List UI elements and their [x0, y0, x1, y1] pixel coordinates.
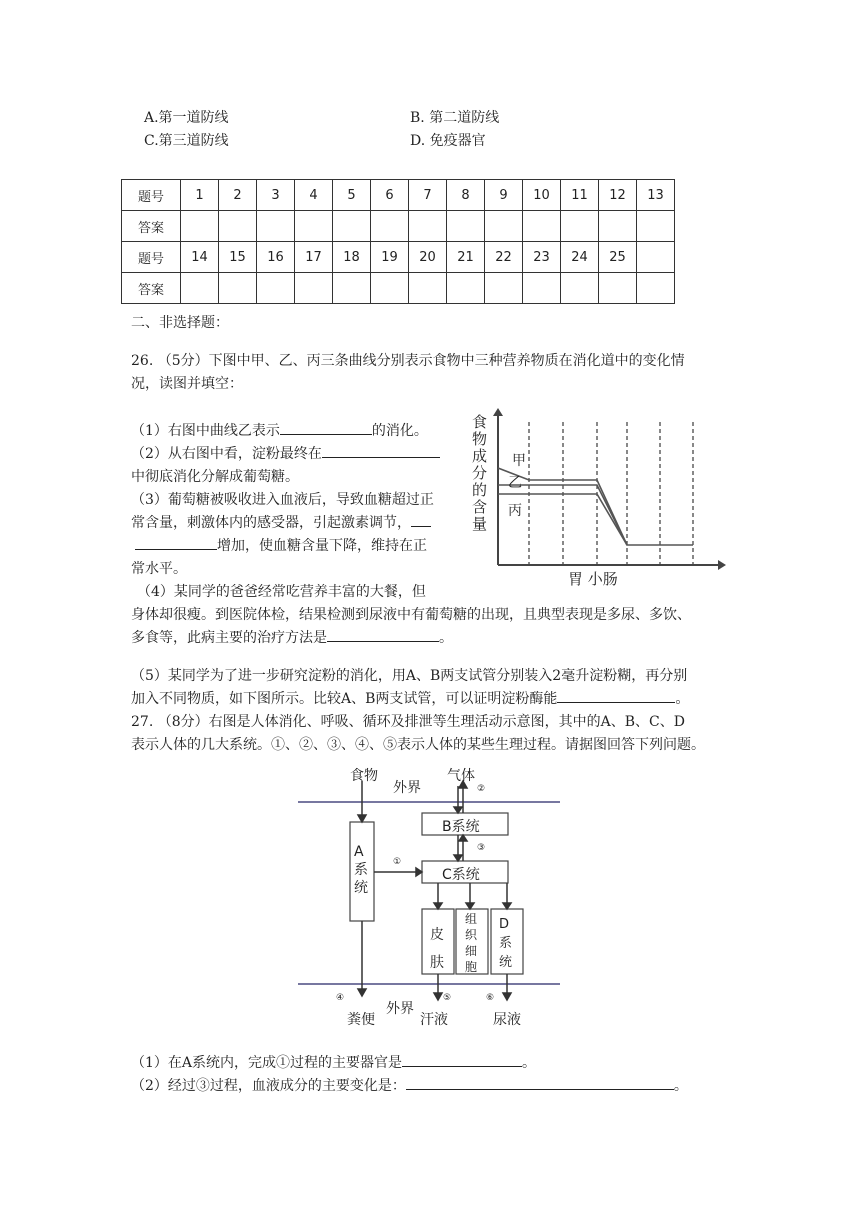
text: 常含量，刺激体内的感受器，引起激素调节， [131, 515, 411, 531]
text: （2）经过③过程，血液成分的主要变化是： [131, 1078, 406, 1094]
text: 多食等，此病主要的治疗方法是 [131, 630, 327, 646]
process-3-label: ③ [477, 843, 486, 853]
process-4-label: ④ [336, 993, 345, 1003]
text: 增加，使血糖含量下降，维持在正 [217, 538, 427, 554]
q27-intro-line2: 表示人体的几大系统。①、②、③、④、⑤表示人体的某些生理过程。请据图回答下列问题。 [131, 737, 705, 753]
table-cell: 8 [447, 180, 485, 211]
table-cell: 6 [371, 180, 409, 211]
c-system-label: C系统 [442, 867, 480, 883]
table-cell: 5 [333, 180, 371, 211]
legend-yi: 乙 [508, 475, 522, 491]
b-system-label: B系统 [442, 819, 480, 835]
answer-cell[interactable] [219, 211, 257, 242]
table-cell: 2 [219, 180, 257, 211]
outside-bottom-label: 外界 [386, 1001, 414, 1017]
answer-cell[interactable] [561, 273, 599, 304]
process-2-label: ② [477, 784, 486, 794]
a-system-label: A系统 [354, 844, 368, 896]
outside-top-label: 外界 [393, 780, 421, 796]
answer-blank[interactable] [135, 535, 217, 550]
answer-cell[interactable] [523, 273, 561, 304]
table-cell: 15 [219, 242, 257, 273]
section-heading: 二、非选择题： [131, 315, 229, 331]
process-1-label: ① [393, 857, 402, 867]
answer-cell[interactable] [447, 211, 485, 242]
q26-part4-c [131, 627, 731, 650]
table-cell: 23 [523, 242, 561, 273]
table-cell: 17 [295, 242, 333, 273]
answer-cell[interactable] [409, 211, 447, 242]
row-label: 答案 [122, 211, 181, 242]
table-cell: 25 [599, 242, 637, 273]
q26-part4-b: 身体却很瘦。到医院体检，结果检测到尿液中有葡萄糖的出现，且典型表现是多尿、多饮、 [131, 607, 691, 623]
q26-intro-line1: 26. （5分）下图中甲、乙、丙三条曲线分别表示食物中三种营养物质在消化道中的变化情 [131, 353, 685, 369]
row-label: 题号 [122, 180, 181, 211]
skin-label: 皮肤 [430, 927, 444, 971]
answer-cell[interactable] [219, 273, 257, 304]
row-label: 题号 [122, 242, 181, 273]
option-c: C.第三道防线 [144, 133, 229, 149]
table-row [122, 273, 675, 304]
table-row [122, 242, 675, 273]
q26-part2 [131, 443, 466, 466]
table-cell: 16 [257, 242, 295, 273]
table-cell: 12 [599, 180, 637, 211]
row-label: 答案 [122, 273, 181, 304]
answer-table [121, 179, 675, 304]
chart-ylabel: 食物成分的含量 [472, 413, 488, 533]
q26-intro [131, 350, 731, 396]
table-row [122, 211, 675, 242]
q27-questions [131, 1052, 771, 1098]
answer-cell[interactable] [637, 273, 675, 304]
answer-cell[interactable] [333, 273, 371, 304]
answer-blank[interactable] [406, 1075, 674, 1090]
q26-intro-line2: 况，读图并填空： [131, 376, 243, 392]
answer-cell[interactable] [637, 211, 675, 242]
text: 的消化。 [371, 423, 428, 439]
legend-bing: 丙 [508, 503, 522, 519]
answer-cell[interactable] [447, 273, 485, 304]
q26-body [131, 420, 466, 604]
answer-blank[interactable] [402, 1052, 522, 1067]
table-cell: 20 [409, 242, 447, 273]
q26-part2-cont: 中彻底消化分解成葡萄糖。 [131, 469, 299, 485]
diagram-svg [290, 765, 580, 1035]
table-cell: 4 [295, 180, 333, 211]
table-cell: 19 [371, 242, 409, 273]
answer-cell[interactable] [333, 211, 371, 242]
d-system-label: D系统 [499, 917, 513, 970]
text: 。 [673, 1078, 688, 1094]
x-axis-arrow [718, 560, 726, 570]
process-6-label: ⑥ [486, 993, 495, 1003]
q26-part4: （4）某同学的爸爸经常吃营养丰富的大餐，但 [137, 584, 426, 600]
q27-part2 [131, 1075, 771, 1098]
q26-part3-c [131, 535, 466, 558]
table-cell: 14 [181, 242, 219, 273]
answer-cell[interactable] [181, 211, 219, 242]
table-cell: 10 [523, 180, 561, 211]
chart-xlabel: 胃 小肠 [568, 570, 618, 588]
answer-cell[interactable] [295, 273, 333, 304]
answer-cell[interactable] [257, 211, 295, 242]
curve-jia [498, 468, 693, 545]
answer-blank[interactable] [557, 688, 675, 703]
table-cell: 9 [485, 180, 523, 211]
sweat-label: 汗液 [420, 1012, 448, 1028]
answer-cell[interactable] [257, 273, 295, 304]
legend-jia: 甲 [512, 453, 526, 469]
answer-blank[interactable] [322, 443, 440, 458]
physiology-diagram [290, 765, 580, 1035]
text: 加入不同物质，如下图所示。比较A、B两支试管，可以证明淀粉酶能 [131, 691, 558, 707]
answer-cell[interactable] [371, 211, 409, 242]
table-cell [637, 242, 675, 273]
text: （2）从右图中看，淀粉最终在 [131, 446, 322, 462]
food-label: 食物 [350, 768, 378, 784]
answer-cell[interactable] [523, 211, 561, 242]
answer-cell[interactable] [295, 211, 333, 242]
q26-part3: （3）葡萄糖被吸收进入血液后，导致血糖超过正 [131, 492, 434, 508]
table-cell: 3 [257, 180, 295, 211]
table-cell: 11 [561, 180, 599, 211]
q26-part5 [131, 665, 731, 757]
answer-cell[interactable] [485, 273, 523, 304]
q27-part1 [131, 1052, 771, 1075]
urine-label: 尿液 [493, 1012, 521, 1028]
text: 。 [675, 691, 690, 707]
answer-cell[interactable] [561, 211, 599, 242]
answer-cell[interactable] [599, 273, 637, 304]
answer-cell[interactable] [409, 273, 447, 304]
y-axis-arrow [493, 408, 503, 416]
text: 。 [439, 630, 453, 646]
digestion-chart [468, 400, 732, 590]
chart-svg [468, 400, 732, 590]
text: （1）在A系统内，完成①过程的主要器官是 [131, 1055, 403, 1071]
table-cell: 24 [561, 242, 599, 273]
answer-cell[interactable] [371, 273, 409, 304]
answer-cell[interactable] [181, 273, 219, 304]
q26-part1 [131, 420, 466, 443]
answer-cell[interactable] [599, 211, 637, 242]
table-cell: 13 [637, 180, 675, 211]
answer-cell[interactable] [485, 211, 523, 242]
tissue-label: 组织细胞 [465, 912, 478, 974]
option-a: A.第一道防线 [144, 110, 229, 126]
q26-part3-b [131, 512, 466, 535]
table-cell: 18 [333, 242, 371, 273]
gas-label: 气体 [447, 768, 475, 784]
answer-blank[interactable] [411, 512, 431, 527]
q26-part5-b [131, 688, 731, 711]
q27-intro-line1: 27. （8分）右图是人体消化、呼吸、循环及排泄等生理活动示意图，其中的A、B、C、D [131, 714, 685, 730]
option-b: B. 第二道防线 [410, 110, 500, 126]
text: 。 [522, 1055, 537, 1071]
table-cell: 1 [181, 180, 219, 211]
process-5-label: ⑤ [443, 993, 452, 1003]
answer-blank[interactable] [327, 627, 439, 642]
q26-body-2 [131, 604, 731, 650]
q26-part5-a: （5）某同学为了进一步研究淀粉的消化，用A、B两支试管分别装入2毫升淀粉糊，再分别 [131, 668, 688, 684]
q26-part3-d: 常水平。 [131, 561, 187, 577]
text: （1）右图中曲线乙表示 [131, 423, 280, 439]
option-d: D. 免疫器官 [410, 133, 486, 149]
table-cell: 7 [409, 180, 447, 211]
table-cell: 21 [447, 242, 485, 273]
table-row [122, 180, 675, 211]
feces-label: 粪便 [347, 1012, 375, 1028]
table-cell: 22 [485, 242, 523, 273]
answer-blank[interactable] [280, 420, 372, 435]
